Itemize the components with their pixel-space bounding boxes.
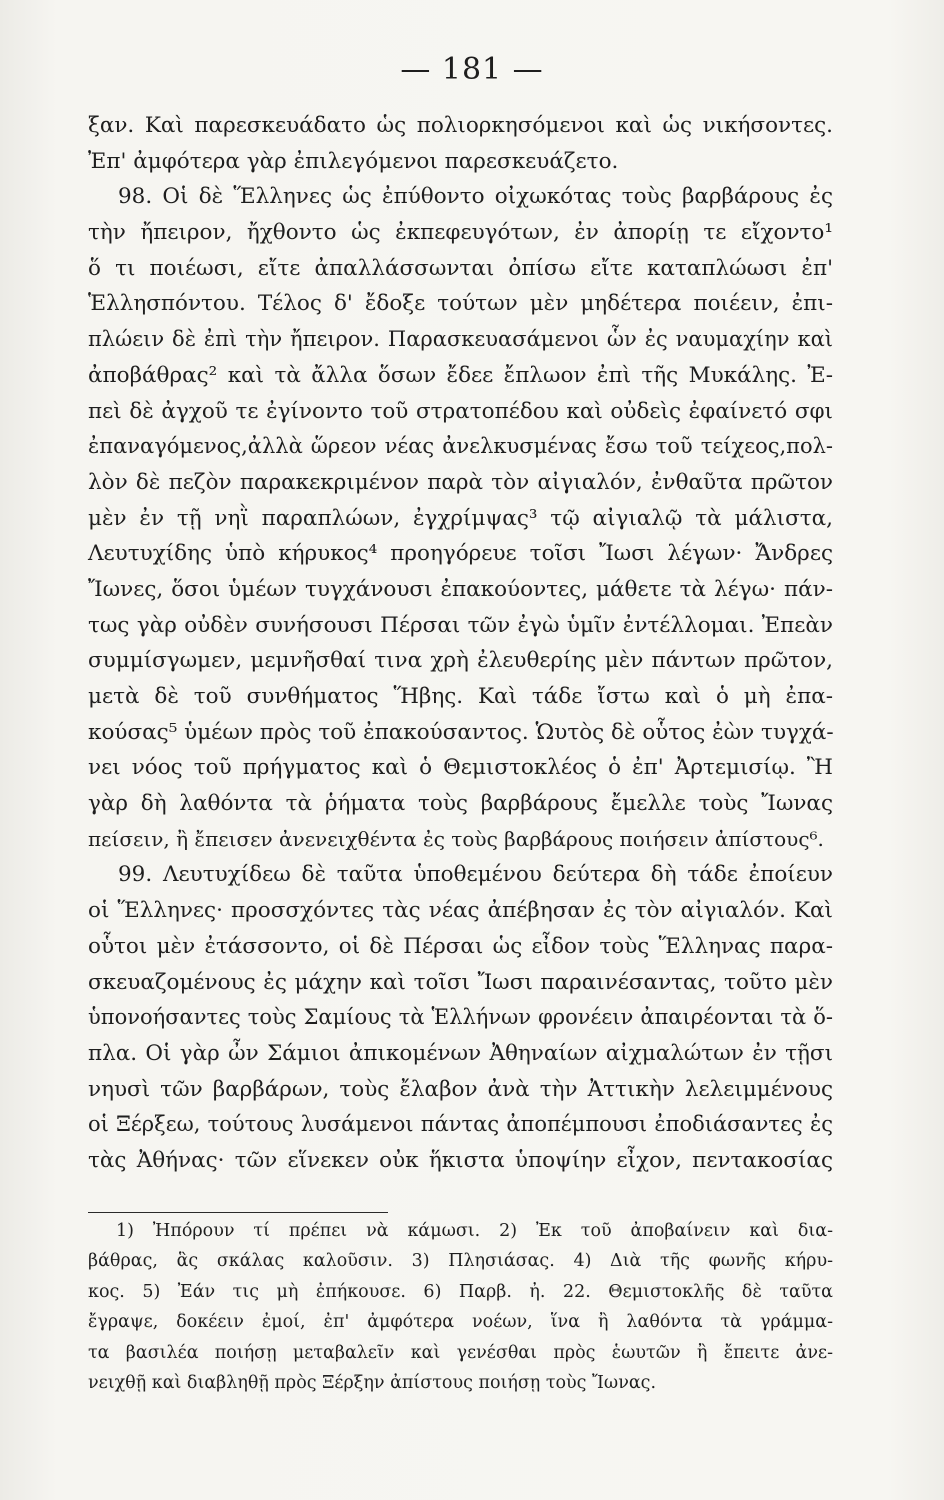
text-line: τὰς Ἀθήνας· τῶν εἵνεκεν οὐκ ἥκιστα ὑποψίην εἶχον, πεντακοσίας: [88, 1147, 833, 1173]
text-line: γὰρ δὴ λαθόντα τὰ ῥήματα τοὺς βαρβάρους ἔμελλε τοὺς Ἴωνας: [88, 791, 833, 817]
text-line: ἀποβάθρας² καὶ τὰ ἄλλα ὅσων ἔδεε ἔπλωον ἐπὶ τῆς Μυκάλης. Ἐ-: [88, 362, 833, 388]
text-line: Ἐπ' ἀμφότερα γὰρ ἐπιλεγόμενοι παρεσκευάζετο.: [88, 148, 619, 174]
text-line: ἐπαναγόμενος,ἀλλὰ ὥρεον νέας ἀνελκυσμένας ἔσω τοῦ τείχεος,πολ-: [88, 434, 833, 459]
text-line: λὸν δὲ πεζὸν παρακεκριμένον παρὰ τὸν αἰγιαλόν, ἐνθαῦτα πρῶτον: [88, 469, 833, 495]
text-line: πείσειν, ἢ ἔπεισεν ἀνενειχθέντα ἐς τοὺς βαρβάρους ποιήσειν ἀπίστους⁶.: [88, 826, 824, 851]
text-line: μὲν ἐν τῇ νηῒ παραπλώων, ἐγχρίμψας³ τῷ αἰγιαλῷ τὰ μάλιστα,: [88, 505, 833, 531]
footnote-line: τα βασιλέα ποιήσῃ μεταβαλεῖν καὶ γενέσθαι πρὸς ἑωυτῶν ἢ ἔπειτε ἀνε-: [88, 1342, 833, 1363]
page-number-header: — 181 —: [400, 52, 544, 87]
footnote-line: κος. 5) Ἐάν τις μὴ ἐπήκουσε. 6) Παρβ. ἠ. 22. Θεμιστοκλῆς δὲ ταῦτα: [88, 1281, 833, 1302]
text-line: κούσας⁵ ὑμέων πρὸς τοῦ ἐπακούσαντος. Ὡυτὸς δὲ οὗτος ἐὼν τυγχά-: [88, 719, 834, 745]
footnote-line: βάθρας, ἃς σκάλας καλοῦσιν. 3) Πλησιάσας. 4) Διὰ τῆς φωνῆς κήρυ-: [88, 1251, 833, 1272]
footnote-line: ἔγραψε, δοκέειν ἐμοί, ἐπ' ἀμφότερα νοέων, ἵνα ἢ λαθόντα τὰ γράμμα-: [88, 1312, 833, 1333]
footnote-separator: [88, 1212, 388, 1213]
footnote-line: νειχθῇ καὶ διαβληθῇ πρὸς Ξέρξην ἀπίστους ποιήσῃ τοὺς Ἴωνας.: [88, 1372, 657, 1393]
text-line: ὅ τι ποιέωσι, εἴτε ἀπαλλάσσωνται ὀπίσω εἴτε καταπλώωσι ἐπ': [88, 255, 833, 281]
text-line: οἱ Ἕλληνες· προσσχόντες τὰς νέας ἀπέβησαν ἐς τὸν αἰγιαλόν. Καὶ: [88, 898, 833, 924]
text-line: οὗτοι μὲν ἐτάσσοντο, οἱ δὲ Πέρσαι ὡς εἶδον τοὺς Ἕλληνας παρα-: [88, 933, 833, 959]
text-line: μετὰ δὲ τοῦ συνθήματος Ἥβης. Καὶ τάδε ἴστω καὶ ὁ μὴ ἐπα-: [88, 684, 833, 709]
text-line: τὴν ἤπειρον, ἤχθοντο ὡς ἐκπεφευγότων, ἐν ἀπορίῃ τε εἴχοντο¹: [88, 220, 833, 246]
footnote-line: 1) Ἠπόρουν τί πρέπει νὰ κάμωσι. 2) Ἐκ τοῦ ἀποβαίνειν καὶ δια-: [116, 1221, 833, 1241]
text-line: ὑπονοήσαντες τοὺς Σαμίους τὰ Ἑλλήνων φρονέειν ἀπαιρέονται τὰ ὅ-: [88, 1005, 833, 1030]
text-line: πλα. Οἱ γὰρ ὦν Σάμιοι ἀπικομένων Ἀθηναίων αἰχμαλώτων ἐν τῇσι: [88, 1040, 833, 1066]
text-line: νηυσὶ τῶν βαρβάρων, τοὺς ἔλαβον ἀνὰ τὴν Ἀττικὴν λελειμμένους: [88, 1076, 833, 1102]
text-line: τως γὰρ οὐδὲν συνήσουσι Πέρσαι τῶν ἐγὼ ὑμῖν ἐντέλλομαι. Ἐπεὰν: [88, 612, 833, 638]
section-98-start: 98. Οἱ δὲ Ἕλληνες ὡς ἐπύθοντο οἰχωκότας τοὺς βαρβάρους ἐς: [118, 184, 833, 210]
text-line: Λευτυχίδης ὑπὸ κήρυκος⁴ προηγόρευε τοῖσι Ἴωσι λέγων· Ἄνδρες: [88, 541, 833, 567]
text-line: πλώειν δὲ ἐπὶ τὴν ἤπειρον. Παρασκευασάμενοι ὧν ἐς ναυμαχίην καὶ: [88, 327, 833, 352]
main-text: [88, 108, 833, 1179]
text-line: Ἑλλησπόντου. Τέλος δ' ἔδοξε τούτων μὲν μηδέτερα ποιέειν, ἐπι-: [88, 291, 833, 317]
text-line: ξαν. Καὶ παρεσκευάδατο ὡς πολιορκησόμενοι καὶ ὡς νικήσοντες.: [88, 113, 833, 138]
text-line: Ἴωνες, ὅσοι ὑμέων τυγχάνουσι ἐπακούοντες, μάθετε τὰ λέγω· πάν-: [88, 576, 833, 602]
text-line: νει νόος τοῦ πρήγματος καὶ ὁ Θεμιστοκλέος ὁ ἐπ' Ἀρτεμισίῳ. Ἢ: [88, 755, 833, 781]
text-line: συμμίσγωμεν, μεμνῆσθαί τινα χρὴ ἐλευθερίης μὲν πάντων πρῶτον,: [88, 648, 833, 674]
footnotes: [88, 1216, 833, 1398]
text-line: σκευαζομένους ἐς μάχην καὶ τοῖσι Ἴωσι παραινέσαντας, τοῦτο μὲν: [88, 969, 833, 995]
text-line: πεὶ δὲ ἀγχοῦ τε ἐγίνοντο τοῦ στρατοπέδου καὶ οὐδεὶς ἐφαίνετό σφι: [88, 398, 833, 424]
section-99-start: 99. Λευτυχίδεω δὲ ταῦτα ὑποθεμένου δεύτερα δὴ τάδε ἐποίευν: [118, 862, 833, 888]
text-line: οἱ Ξέρξεω, τούτους λυσάμενοι πάντας ἀποπέμπουσι ἐποδιάσαντες ἐς: [88, 1112, 833, 1137]
